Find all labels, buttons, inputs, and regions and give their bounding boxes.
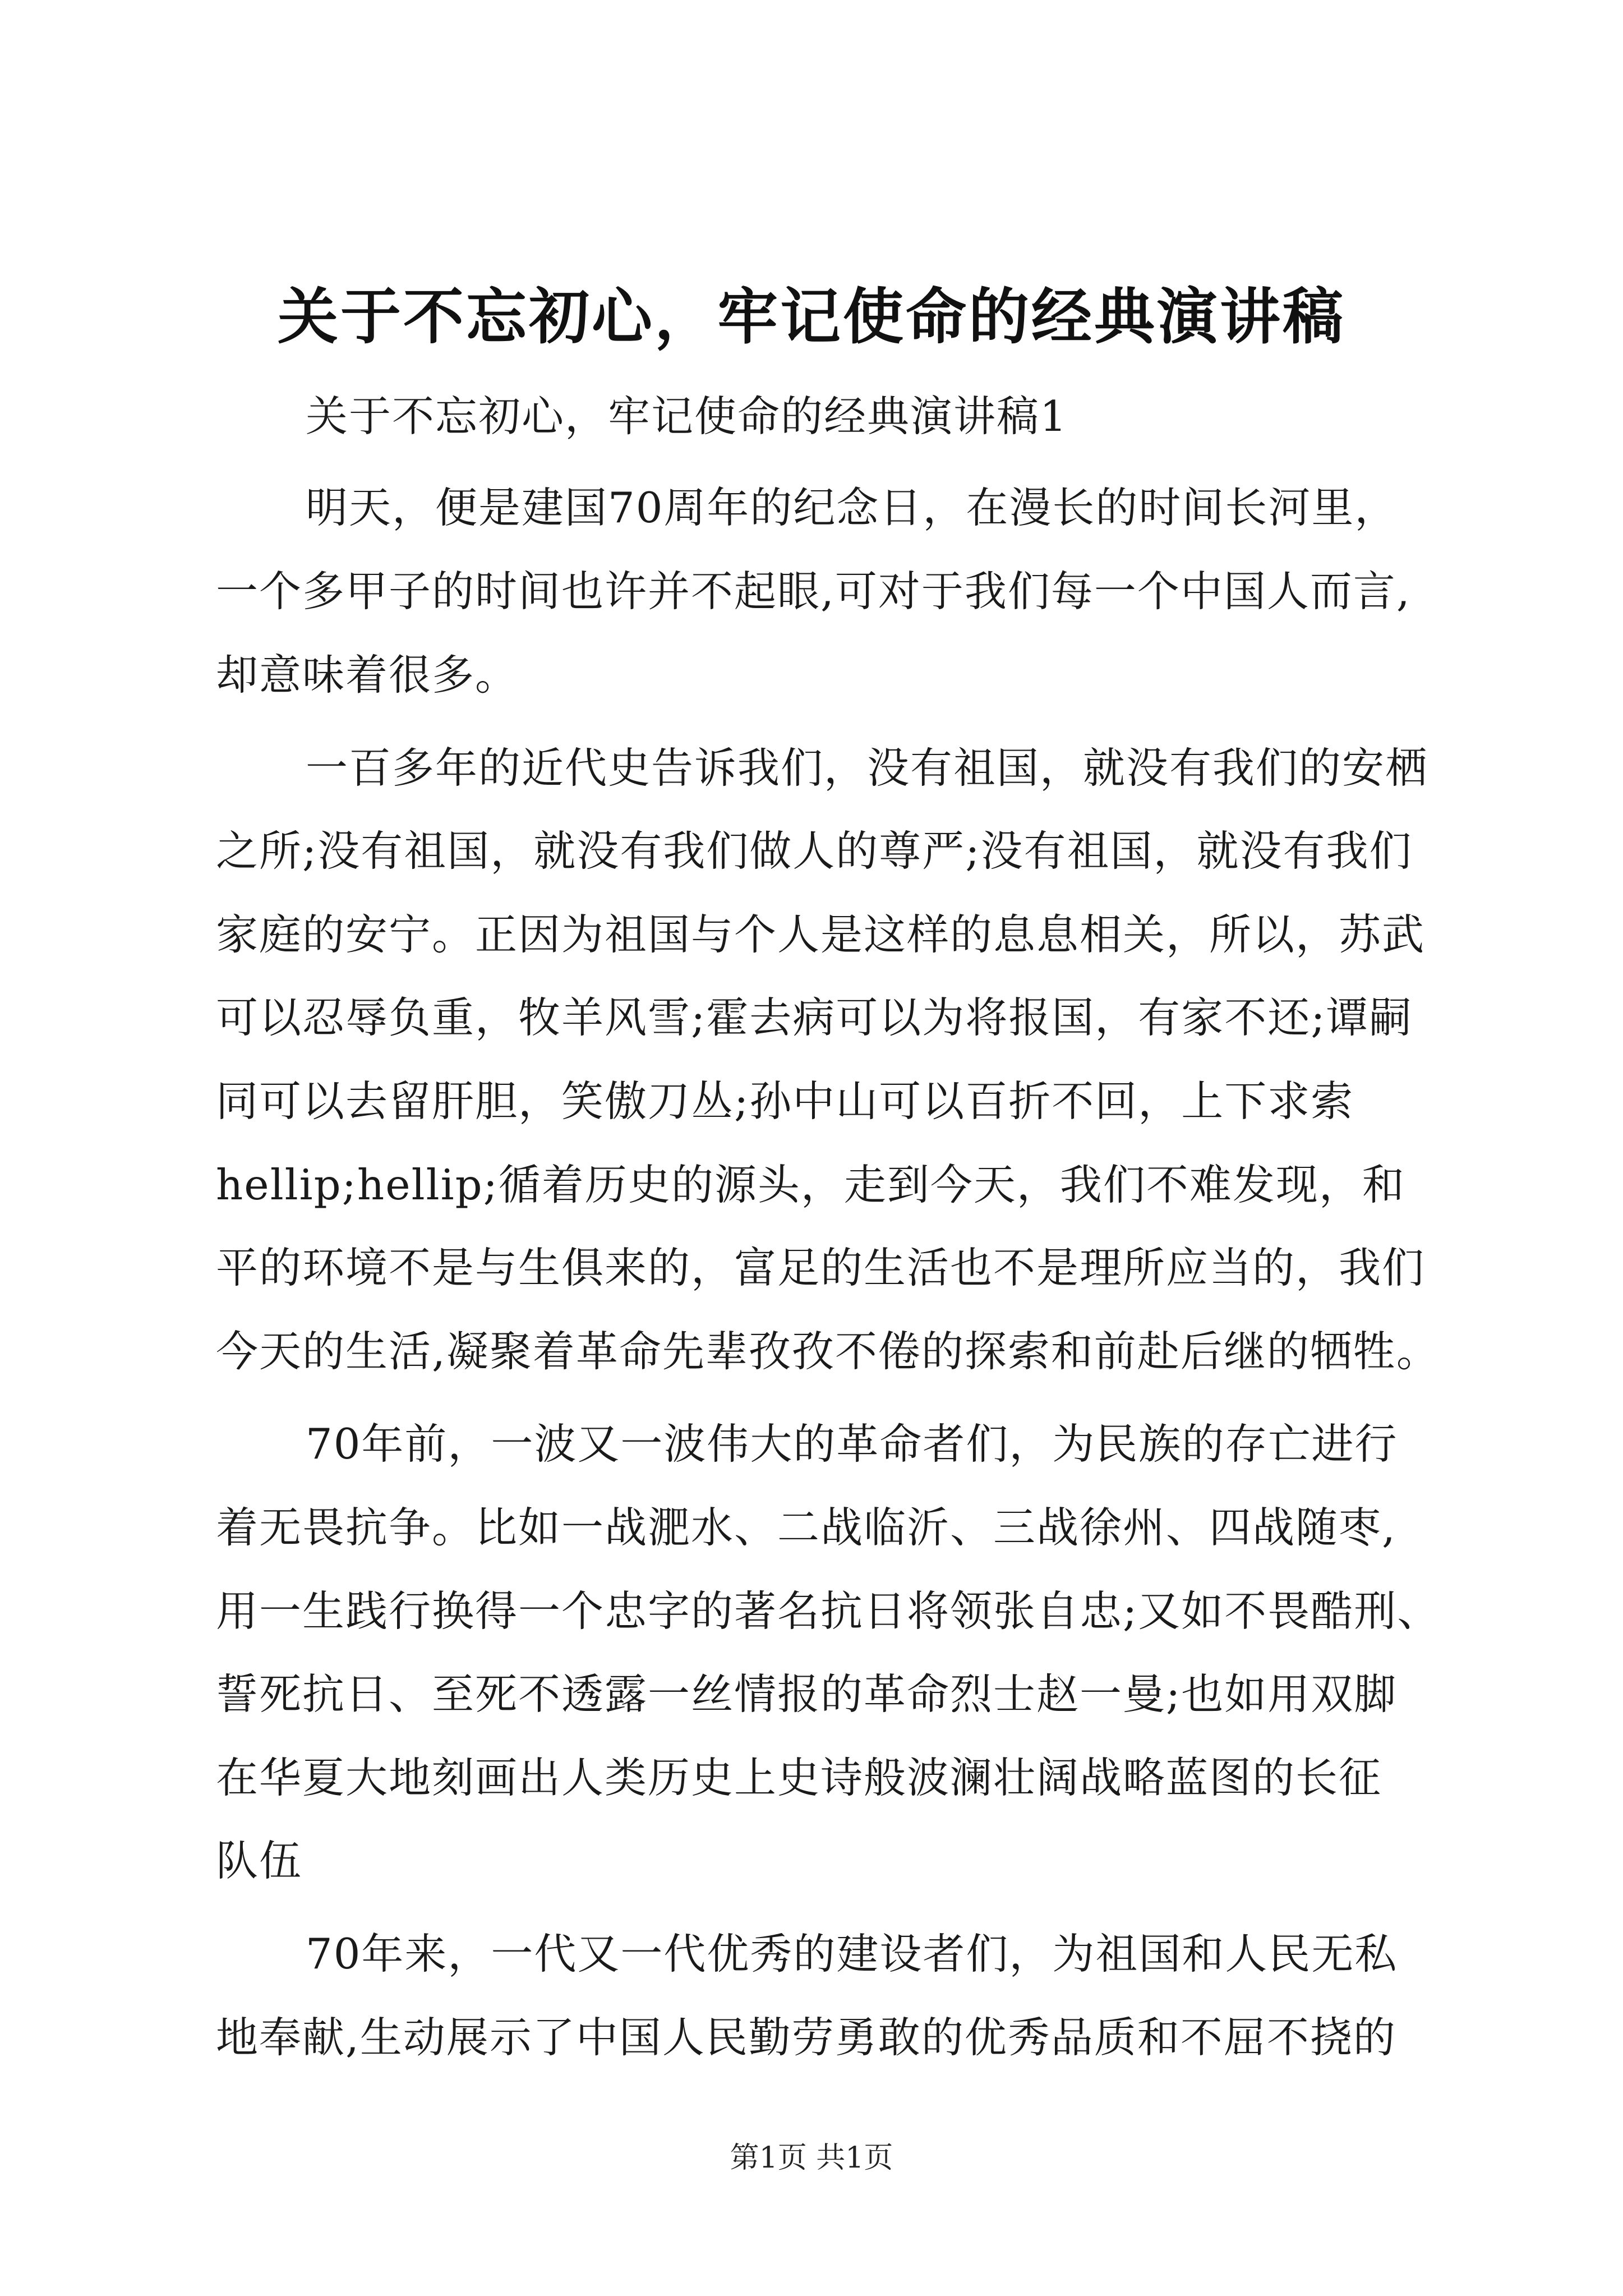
text-line: 在华夏大地刻画出人类历史上史诗般波澜壮阔战略蓝图的长征 (216, 1753, 1382, 1802)
text-line: 家庭的安宁。正因为祖国与个人是这样的息息相关，所以，苏武 (216, 910, 1426, 959)
text-line: 70年前，一波又一波伟大的革命者们，为民族的存亡进行 (306, 1419, 1398, 1469)
text-line: 却意味着很多。 (216, 650, 519, 700)
text-line: 一个多甲子的时间也许并不起眼,可对于我们每一个中国人而言, (216, 567, 1411, 616)
text-line: 之所;没有祖国，就没有我们做人的尊严;没有祖国，就没有我们 (216, 826, 1413, 876)
page-number: 第1页 共1页 (730, 2141, 893, 2175)
document-title: 关于不忘初心，牢记使命的经典演讲稿 (277, 282, 1345, 352)
text-line: 一百多年的近代史告诉我们，没有祖国，就没有我们的安栖 (306, 743, 1429, 793)
text-line: 地奉献,生动展示了中国人民勤劳勇敢的优秀品质和不屈不挠的 (216, 2013, 1396, 2062)
text-line: 平的环境不是与生俱来的，富足的生活也不是理所应当的，我们 (216, 1243, 1426, 1292)
text-line: 明天，便是建国70周年的纪念日，在漫长的时间长河里， (306, 483, 1398, 532)
text-line: 今天的生活,凝聚着革命先辈孜孜不倦的探索和前赴后继的牺牲。 (216, 1327, 1440, 1376)
text-line: hellip;hellip;循着历史的源头，走到今天，我们不难发现，和 (216, 1160, 1405, 1209)
text-line: 70年来，一代又一代优秀的建设者们，为祖国和人民无私 (306, 1929, 1398, 1978)
text-line: 着无畏抗争。比如一战淝水、二战临沂、三战徐州、四战随枣, (216, 1503, 1396, 1552)
text-line: 队伍 (216, 1836, 303, 1885)
document-subtitle: 关于不忘初心，牢记使命的经典演讲稿1 (306, 392, 1068, 441)
text-line: 誓死抗日、至死不透露一丝情报的革命烈士赵一曼;也如用双脚 (216, 1669, 1398, 1719)
text-line: 可以忍辱负重，牧羊风雪;霍去病可以为将报国，有家不还;谭嗣 (216, 993, 1413, 1042)
text-line: 用一生践行换得一个忠字的著名抗日将领张自忠;又如不畏酷刑、 (216, 1586, 1441, 1636)
text-line: 同可以去留肝胆，笑傲刀丛;孙中山可以百折不回，上下求索 (216, 1076, 1354, 1126)
